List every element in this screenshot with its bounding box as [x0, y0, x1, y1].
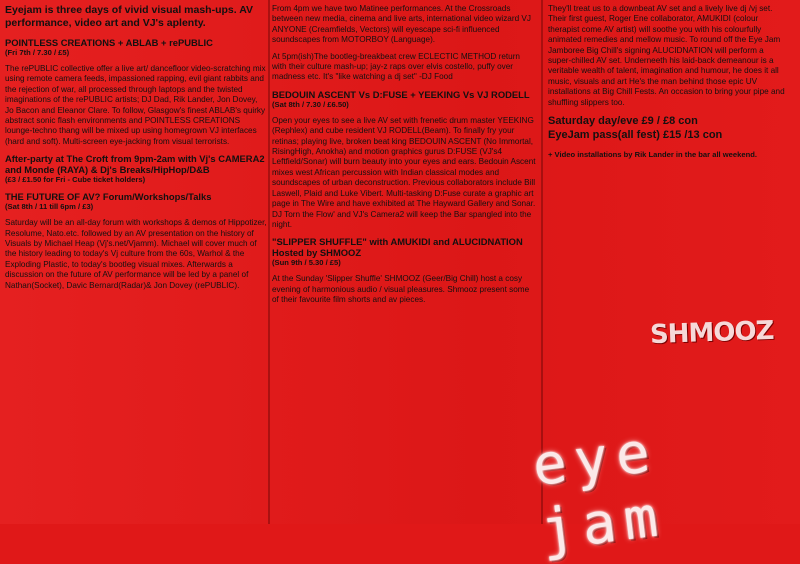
fold-line-left	[268, 0, 270, 524]
eye-jam-logo: eye jam	[529, 419, 670, 564]
price-block	[548, 114, 788, 142]
event-date-sat-night: (Sat 8th / 7.30 / £6.50)	[272, 99, 349, 109]
event-title-bedouin-ascent: BEDOUIN ASCENT Vs D:FUSE + YEEKING Vs VJ RODELL	[272, 88, 530, 100]
event-body-republic: The rePUBLIC collective offer a live art/ dancefloor video-scratching mix using remote camera feeds, impassioned rapping, evil giant rabbits and the rejection of war, all processed through laptops and the twisted imaginations of the rePUBLIC artists; DJ Dad, Rik Lander, Jon Dovey, Jo Bacon and Eleanor Clare. To follow, Glasgow's finest ABLAB's quirky abstract sonic flash environments and POINTLESS CREATIONS lounge-techno thang will be mixed up using homegrown VJ interfaces (hard and soft). Multi-screen eye-jacking from visual terrorists.	[5, 64, 266, 146]
column-2	[272, 4, 536, 312]
event-date-after-party: (£3 / £1.50 for Fri - Cube ticket holders)	[5, 175, 146, 185]
event-title-future-of-av: THE FUTURE OF AV? Forum/Workshops/Talks	[5, 191, 212, 203]
event-body-bedouin: Open your eyes to see a live AV set with frenetic drum master YEEKING (Rephlex) and cube resident VJ RODELL(Beam). To finally fry your retinas; playing live, broken beat king BEDOUIN ASCENT (No Immortal, RisingHigh, Anokha) and motion graphics gurus D:FUSE (VJ's4 Leftfield/Sonar) will burn beauty into your eyes and ears. Bedouin Ascent mixes west African percussion with Indian classical modes and soundscapes of urban deconstruction. Previous collaborators include Bill Laswell, Plaid and Luke Vibert. Multi-tasking D:Fuse curate a graphic art page in The Wire and have exhibited at The Hayward Gallery and Sonar. DJ Torn the Flow' and VJ's Camera2 will keep the Bar spangled into the night.	[272, 115, 536, 229]
eclectic-method-paragraph: At 5pm(ish)The bootleg-breakbeat crew ECLECTIC METHOD return with their culture mash-up; jay-z raps over elvis costello, puffy over madness etc. It's "like watching a dj set" -DJ Food	[272, 51, 520, 82]
shmooz-paragraph: They'll treat us to a downbeat AV set and a lively live dj /vj set. Their first guest, Roger Ene collaborator, AMUKIDI (colour therapist come AV artist) will soothe you with his colourfully animated remedies and mellow music. To round off the Eye Jam Jamboree Big Chill's signing ALUCIDNATION will perform a super-chilled AV set. Underneeth his laid-back demeanour is a veritable wealth of talent, imagination and humour, he does it all music, visuals and art He's the man behind those epic UV installations at Big Chill Fests. An occasion to bring your pipe and shuffling slippers too.	[548, 4, 785, 107]
video-installation-note: + Video installations by Rik Lander in the bar all weekend.	[548, 150, 757, 160]
shmooz-logo: SHMOOZ	[649, 315, 774, 351]
matinee-paragraph: From 4pm we have two Matinee performances. At the Crossroads between new media, cinema and live arts, international video wizard VJ ANYONE (Creamfields, Vectors) will eyescape sci-fi influenced soundscapes from MOTORBOY (Language).	[272, 4, 531, 45]
event-title-slipper-shuffle: "SLIPPER SHUFFLE" with AMUKIDI and ALUCIDNATION Hosted by SHMOOZ	[272, 236, 523, 259]
intro-heading: Eyejam is three days of vivid visual mash-ups. AV performance, video art and VJ's aplenty.	[5, 4, 254, 29]
price-saturday: Saturday day/eve £9 / £8 con	[548, 115, 698, 128]
event-title-pointless-creations: POINTLESS CREATIONS + ABLAB + rePUBLIC	[5, 37, 213, 48]
price-festival-pass: EyeJam pass(all fest) £15 /13 con	[548, 129, 723, 142]
event-date-sat-forum: (Sat 8th / 11 till 6pm / £3)	[5, 202, 94, 212]
event-body-slipper-shuffle: At the Sunday 'Slipper Shuffle' SHMOOZ (Geer/Big Chill) host a cosy evening of harmonious audio / visual pleasures. Shmooz present some of their favourite film shorts and av pieces.	[272, 274, 530, 305]
column-3	[548, 4, 788, 170]
event-date-sun: (Sun 9th / 5.30 / £5)	[272, 258, 341, 268]
event-date-fri: (Fri 7th / 7.30 / £5)	[5, 48, 70, 57]
event-title-after-party: After-party at The Croft from 9pm-2am with Vj's CAMERA2 and Monde (RAYA) & Dj's Breaks/HipHop/D&B	[5, 153, 265, 176]
column-1	[5, 4, 267, 297]
event-body-forum: Saturday will be an all-day forum with workshops & demos of Hippotizer, Resolume, Nato.etc. followed by an AV presentation on the history of Visuals by Michael Heap (Vj's.net/Vjamm). Michael will cover much of the history leading to today's Vj culture from the 60s, Warhol & the Exploding Plastic, to today's bootleg visual mixes. Afterwards a discussion on the future of AV performance will be led by a panel of Nathan(Socket), Davic Bernard(Radar)& Jon Dovey (rePUBLIC).	[5, 218, 267, 290]
